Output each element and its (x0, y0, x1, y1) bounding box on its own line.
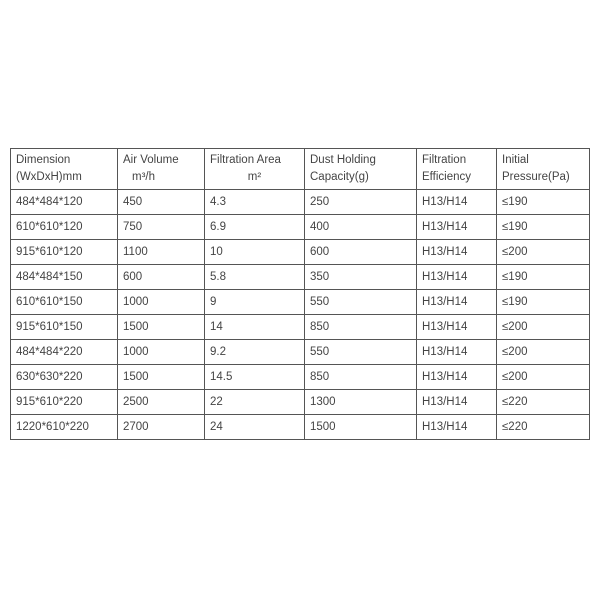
cell-initial-pressure: ≤190 (497, 265, 590, 290)
cell-filtration-area: 9 (205, 290, 305, 315)
header-filtration-efficiency-line2: Efficiency (422, 171, 472, 183)
cell-air-volume: 1500 (118, 365, 205, 390)
header-filtration-efficiency-line1: Filtration (422, 154, 467, 166)
header-filtration-area-line1: Filtration Area (210, 154, 281, 166)
cell-dimension: 915*610*120 (11, 240, 118, 265)
table-row (11, 265, 590, 290)
header-initial-pressure (497, 149, 590, 190)
cell-dust-holding: 550 (305, 290, 417, 315)
spec-table (10, 148, 590, 440)
cell-filtration-efficiency: H13/H14 (417, 265, 497, 290)
cell-filtration-efficiency: H13/H14 (417, 415, 497, 440)
cell-dimension: 610*610*150 (11, 290, 118, 315)
header-initial-pressure-line1: Initial (502, 154, 529, 166)
cell-initial-pressure: ≤200 (497, 240, 590, 265)
table-row (11, 390, 590, 415)
header-dimension-line1: Dimension (16, 154, 71, 166)
cell-dust-holding: 550 (305, 340, 417, 365)
header-dust-holding-line1: Dust Holding (310, 154, 376, 166)
cell-air-volume: 600 (118, 265, 205, 290)
cell-dust-holding: 1300 (305, 390, 417, 415)
cell-initial-pressure: ≤190 (497, 215, 590, 240)
cell-filtration-area: 14.5 (205, 365, 305, 390)
table-row (11, 290, 590, 315)
table-header-row (11, 149, 590, 190)
header-air-volume (118, 149, 205, 190)
cell-filtration-efficiency: H13/H14 (417, 390, 497, 415)
cell-filtration-efficiency: H13/H14 (417, 290, 497, 315)
cell-dust-holding: 400 (305, 215, 417, 240)
cell-dust-holding: 1500 (305, 415, 417, 440)
table-row (11, 365, 590, 390)
cell-filtration-area: 24 (205, 415, 305, 440)
cell-initial-pressure: ≤220 (497, 415, 590, 440)
cell-dust-holding: 250 (305, 190, 417, 215)
cell-dimension: 630*630*220 (11, 365, 118, 390)
header-dust-holding-line2: Capacity(g) (310, 171, 369, 183)
table-row (11, 190, 590, 215)
cell-filtration-efficiency: H13/H14 (417, 215, 497, 240)
header-filtration-efficiency (417, 149, 497, 190)
cell-initial-pressure: ≤200 (497, 365, 590, 390)
cell-dust-holding: 850 (305, 315, 417, 340)
header-air-volume-line1: Air Volume (123, 154, 179, 166)
cell-initial-pressure: ≤190 (497, 290, 590, 315)
cell-dimension: 915*610*220 (11, 390, 118, 415)
cell-filtration-efficiency: H13/H14 (417, 190, 497, 215)
cell-filtration-area: 9.2 (205, 340, 305, 365)
cell-dimension: 484*484*220 (11, 340, 118, 365)
cell-air-volume: 750 (118, 215, 205, 240)
table-row (11, 415, 590, 440)
cell-dust-holding: 850 (305, 365, 417, 390)
cell-air-volume: 2700 (118, 415, 205, 440)
cell-filtration-efficiency: H13/H14 (417, 315, 497, 340)
header-initial-pressure-line2: Pressure(Pa) (502, 171, 570, 183)
cell-filtration-area: 10 (205, 240, 305, 265)
cell-filtration-area: 22 (205, 390, 305, 415)
cell-air-volume: 1500 (118, 315, 205, 340)
cell-dimension: 484*484*120 (11, 190, 118, 215)
header-dimension (11, 149, 118, 190)
cell-filtration-area: 6.9 (205, 215, 305, 240)
cell-air-volume: 2500 (118, 390, 205, 415)
cell-air-volume: 450 (118, 190, 205, 215)
cell-dimension: 1220*610*220 (11, 415, 118, 440)
table-row (11, 315, 590, 340)
cell-initial-pressure: ≤220 (497, 390, 590, 415)
table-row (11, 340, 590, 365)
cell-initial-pressure: ≤200 (497, 340, 590, 365)
spec-table-body (11, 149, 590, 440)
cell-filtration-area: 5.8 (205, 265, 305, 290)
header-dust-holding (305, 149, 417, 190)
cell-filtration-area: 4.3 (205, 190, 305, 215)
table-row (11, 215, 590, 240)
header-filtration-area (205, 149, 305, 190)
cell-initial-pressure: ≤190 (497, 190, 590, 215)
cell-air-volume: 1000 (118, 340, 205, 365)
cell-filtration-area: 14 (205, 315, 305, 340)
cell-dimension: 610*610*120 (11, 215, 118, 240)
table-row (11, 240, 590, 265)
cell-dimension: 915*610*150 (11, 315, 118, 340)
header-air-volume-line2: m³/h (132, 171, 155, 183)
cell-dust-holding: 350 (305, 265, 417, 290)
cell-filtration-efficiency: H13/H14 (417, 240, 497, 265)
header-dimension-line2: (WxDxH)mm (16, 171, 82, 183)
header-filtration-area-line2: m² (247, 171, 262, 183)
cell-dust-holding: 600 (305, 240, 417, 265)
cell-air-volume: 1100 (118, 240, 205, 265)
cell-air-volume: 1000 (118, 290, 205, 315)
cell-filtration-efficiency: H13/H14 (417, 365, 497, 390)
cell-dimension: 484*484*150 (11, 265, 118, 290)
cell-filtration-efficiency: H13/H14 (417, 340, 497, 365)
cell-initial-pressure: ≤200 (497, 315, 590, 340)
